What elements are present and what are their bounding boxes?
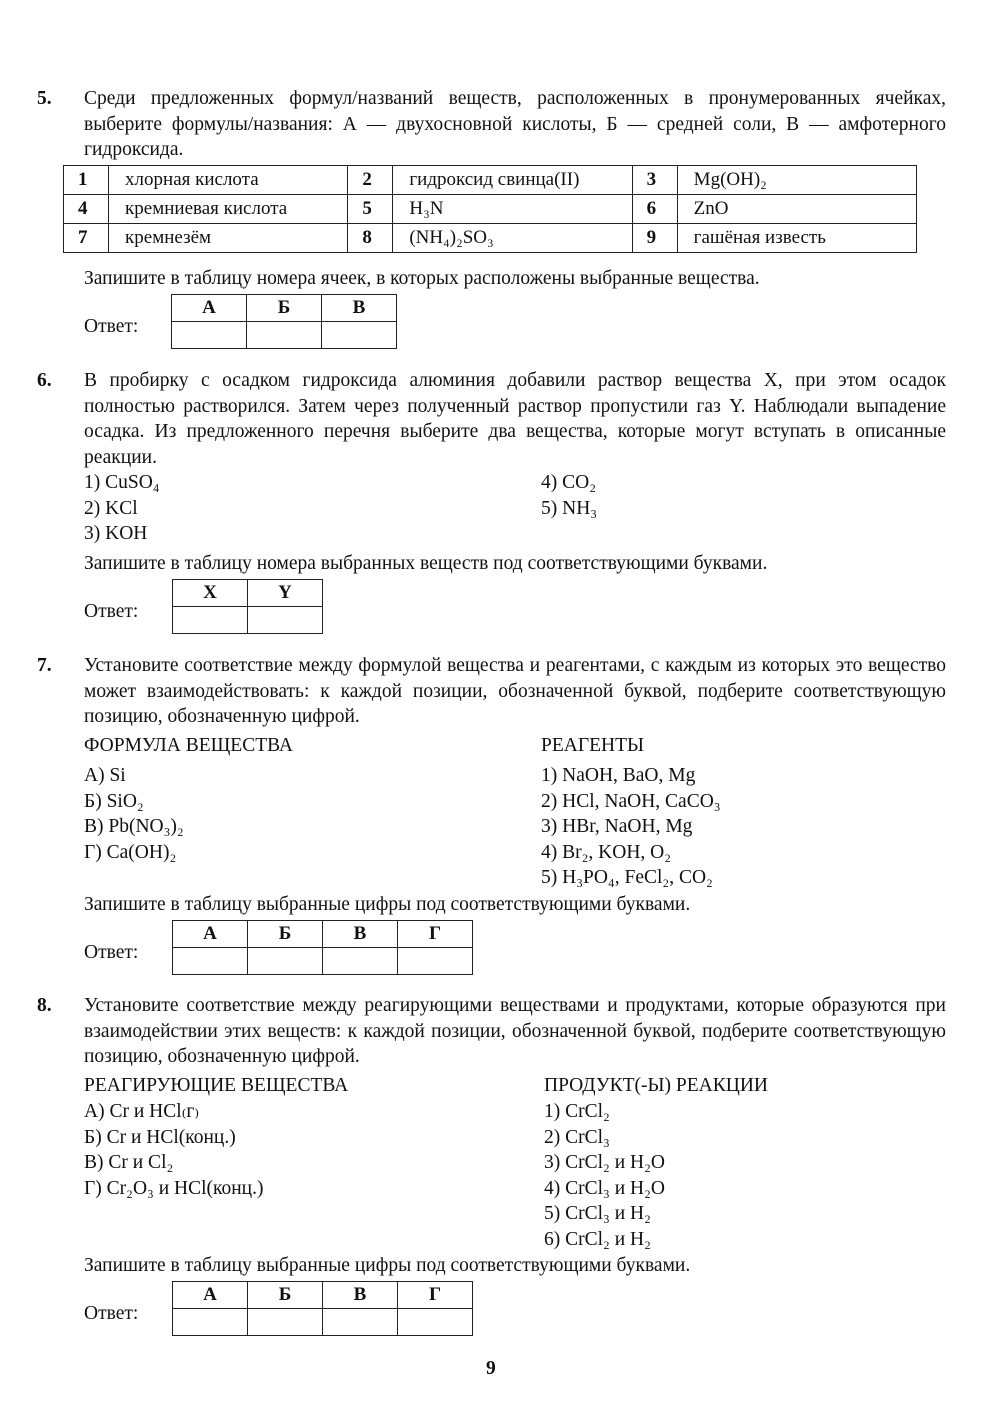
cell-number: 4	[64, 195, 109, 224]
question-8-answer-table	[172, 1281, 473, 1336]
list-item: В) Cr и Cl₂	[84, 1152, 174, 1173]
page-number: 9	[486, 1358, 496, 1379]
question-8-left-header: РЕАГИРУЮЩИЕ ВЕЩЕСТВА	[84, 1075, 349, 1096]
question-8-text: Установите соответствие между реагирующими веществами и продуктами, которые образуются при взаимодействии этих веществ: к каждой позиции, обозначенной буквой, подберите соответствующую позицию, обозначенную цифрой.	[84, 995, 946, 1067]
list-item: Г) Ca(OH)₂	[84, 841, 177, 863]
answer-cell-g[interactable]	[398, 948, 473, 975]
list-item: А) Si	[84, 765, 126, 786]
list-item: 6) CrCl₂ и H₂	[544, 1228, 651, 1250]
cell-number: 9	[632, 224, 677, 253]
table-row	[64, 195, 917, 224]
cell-number: 5	[348, 195, 393, 224]
list-item: 1) CrCl₂	[544, 1101, 610, 1122]
answer-header-v: В	[322, 295, 397, 322]
cell-number: 7	[64, 224, 109, 253]
answer-header-b: Б	[248, 921, 323, 948]
cell-name: хлорная кислота	[109, 166, 348, 195]
question-7-answer-table	[172, 920, 473, 975]
cell-name: гидроксид свинца(II)	[393, 166, 632, 195]
answer-cell-v[interactable]	[323, 1309, 398, 1336]
question-6-answer-table	[172, 579, 323, 634]
question-8-number: 8.	[37, 995, 52, 1016]
question-7-left-header: ФОРМУЛА ВЕЩЕСТВА	[84, 735, 293, 756]
list-item: 4) Br₂, KOH, O₂	[541, 841, 672, 863]
list-item: 3) KOH	[84, 523, 148, 544]
cell-number: 8	[348, 224, 393, 253]
answer-cell-a[interactable]	[173, 1309, 248, 1336]
answer-header-b: Б	[247, 295, 322, 322]
cell-name: кремниевая кислота	[109, 195, 348, 224]
cell-name: ZnO	[677, 195, 916, 224]
question-7-text: Установите соответствие между формулой вещества и реагентами, с каждым из которых это вещество может взаимодействовать: к каждой позиции, обозначенной буквой, подберите соответствующую позицию, обозначенную цифрой.	[84, 655, 946, 727]
table-row	[64, 224, 917, 253]
list-item: 5) H₃PO₄, FeCl₂, CO₂	[541, 867, 713, 888]
answer-cell-a[interactable]	[173, 948, 248, 975]
list-item: 5) NH₃	[541, 497, 598, 519]
question-7-answer-label: Ответ:	[84, 942, 139, 963]
answer-cell-b[interactable]	[248, 1309, 323, 1336]
question-7-instruction: Запишите в таблицу выбранные цифры под соответствующими буквами.	[84, 894, 691, 915]
cell-name: кремнезём	[109, 224, 348, 253]
cell-name: Mg(OH)₂	[677, 166, 916, 195]
question-7-number: 7.	[37, 655, 52, 676]
list-item: 2) CrCl₃	[544, 1126, 610, 1148]
table-row	[64, 166, 917, 195]
question-8-answer-label: Ответ:	[84, 1303, 139, 1324]
question-5-number: 5.	[37, 88, 52, 109]
question-5-answer-label: Ответ:	[84, 316, 139, 337]
list-item: 4) CrCl₃ и H₂O	[544, 1177, 665, 1199]
list-item: 5) CrCl₃ и H₂	[544, 1203, 651, 1224]
cell-number: 3	[632, 166, 677, 195]
answer-cell-x[interactable]	[173, 607, 248, 634]
answer-cell-b[interactable]	[248, 948, 323, 975]
list-item: 1) CuSO₄	[84, 472, 160, 493]
answer-cell-v[interactable]	[322, 322, 397, 349]
question-8-right-header: ПРОДУКТ(-Ы) РЕАКЦИИ	[544, 1075, 768, 1096]
list-item: Г) Cr₂O₃ и HCl(конц.)	[84, 1177, 264, 1199]
question-7-right-header: РЕАГЕНТЫ	[541, 735, 645, 756]
list-item: Б) Cr и HCl(конц.)	[84, 1126, 236, 1148]
cell-name: гашёная известь	[677, 224, 916, 253]
answer-header-a: А	[173, 921, 248, 948]
list-item: 2) HCl, NaOH, CaCO₃	[541, 790, 721, 812]
answer-header-v: В	[323, 1282, 398, 1309]
list-item: 2) KCl	[84, 497, 138, 519]
question-8-instruction: Запишите в таблицу выбранные цифры под соответствующими буквами.	[84, 1255, 691, 1276]
question-5-text: Среди предложенных формул/названий веществ, расположенных в пронумерованных ячейках, выберите формулы/названия: А — двухосновной кислоты, Б — средней соли, В — амфотерного гидроксида.	[84, 88, 946, 160]
cell-number: 2	[348, 166, 393, 195]
list-item: Б) SiO₂	[84, 790, 144, 812]
answer-header-v: В	[323, 921, 398, 948]
question-8-left-list	[84, 1099, 263, 1201]
question-5-answer-table	[171, 294, 397, 349]
answer-header-a: А	[173, 1282, 248, 1309]
question-8-right-list	[544, 1099, 665, 1252]
answer-header-b: Б	[248, 1282, 323, 1309]
question-5-instruction: Запишите в таблицу номера ячеек, в которых расположены выбранные вещества.	[84, 268, 760, 289]
question-6-text: В пробирку с осадком гидроксида алюминия добавили раствор вещества X, при этом осадок полностью растворился. Затем через полученный раствор пропустили газ Y. Наблюдали выпадение осадка. Из предложенного перечня выберите два вещества, которые могут вступать в описанные реакции.	[84, 370, 946, 468]
cell-name: H₃N	[393, 195, 632, 224]
question-6-options-right	[541, 470, 597, 521]
list-item: 3) HBr, NaOH, Mg	[541, 816, 693, 837]
cell-number: 6	[632, 195, 677, 224]
answer-header-a: А	[172, 295, 247, 322]
answer-header-g: Г	[398, 1282, 473, 1309]
list-item: А) Cr и HCl₍г₎	[84, 1101, 200, 1122]
question-6-answer-label: Ответ:	[84, 601, 139, 622]
answer-cell-b[interactable]	[247, 322, 322, 349]
answer-header-x: X	[173, 580, 248, 607]
question-5-cells-table	[63, 165, 917, 253]
list-item: 1) NaOH, BaO, Mg	[541, 765, 696, 786]
question-6-number: 6.	[37, 370, 52, 391]
list-item: 3) CrCl₂ и H₂O	[544, 1152, 665, 1173]
cell-number: 1	[64, 166, 109, 195]
question-6-instruction: Запишите в таблицу номера выбранных веществ под соответствующими буквами.	[84, 553, 768, 574]
question-6-options-left	[84, 470, 160, 547]
answer-cell-g[interactable]	[398, 1309, 473, 1336]
answer-header-g: Г	[398, 921, 473, 948]
cell-name: (NH₄)₂SO₃	[393, 224, 632, 253]
answer-header-y: Y	[248, 580, 323, 607]
answer-cell-a[interactable]	[172, 322, 247, 349]
question-7-right-list	[541, 763, 721, 891]
answer-cell-v[interactable]	[323, 948, 398, 975]
list-item: 4) CO₂	[541, 472, 597, 493]
question-7-left-list	[84, 763, 184, 865]
list-item: В) Pb(NO₃)₂	[84, 816, 184, 837]
answer-cell-y[interactable]	[248, 607, 323, 634]
